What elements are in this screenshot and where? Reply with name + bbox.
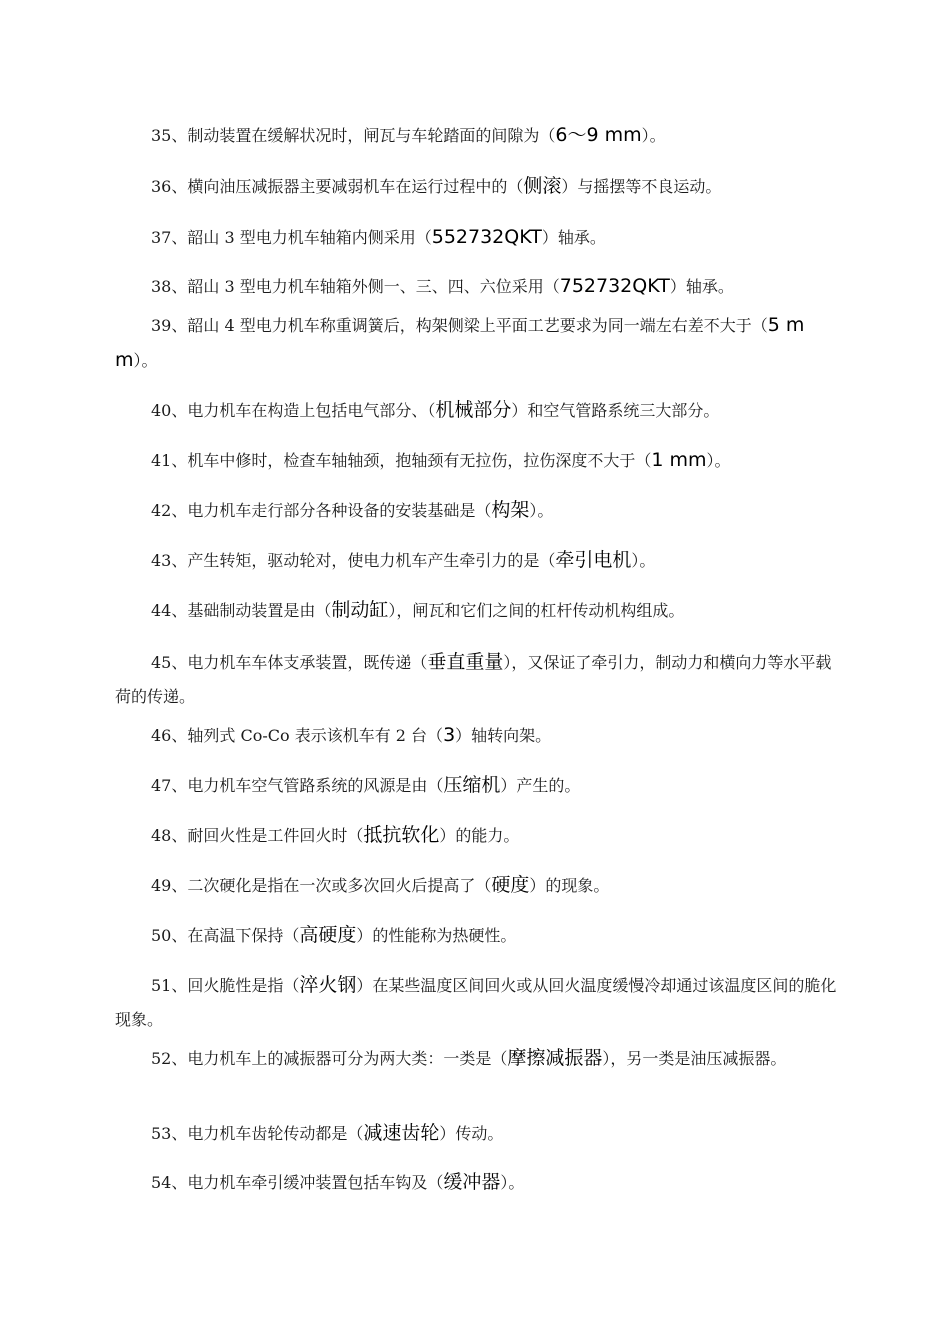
question-number: 42、 — [151, 501, 188, 520]
question-text-end: ）传动。 — [439, 1124, 504, 1143]
answer: 抵抗软化 — [363, 824, 440, 846]
question-36 — [115, 169, 837, 204]
question-text: 基础制动装置是由（ — [187, 601, 332, 620]
question-48 — [115, 818, 837, 853]
question-text-end: ）的现象。 — [529, 876, 610, 895]
question-42 — [115, 493, 837, 528]
question-text-end: ）在某些温度区间回火或从回火温度缓慢冷却通过该温度区间的脆化现象。 — [115, 976, 837, 1029]
question-text: 电力机车上的减振器可分为两大类：一类是（ — [187, 1049, 508, 1068]
answer: 高硬度 — [299, 924, 357, 946]
question-text: 电力机车牵引缓冲装置包括车钩及（ — [187, 1173, 444, 1192]
question-text: 电力机车齿轮传动都是（ — [187, 1124, 364, 1143]
question-text: 电力机车空气管路系统的风源是由（ — [187, 776, 444, 795]
question-number: 48、 — [151, 826, 188, 845]
answer: 压缩机 — [443, 774, 501, 796]
question-38 — [115, 269, 837, 304]
question-text-end: ）轴承。 — [541, 228, 606, 247]
question-text: 二次硬化是指在一次或多次回火后提高了（ — [187, 876, 492, 895]
question-number: 40、 — [151, 401, 188, 420]
question-51 — [115, 968, 837, 1037]
answer: 构架 — [491, 499, 530, 521]
answer: 摩擦减振器 — [507, 1047, 603, 1069]
question-number: 49、 — [151, 876, 188, 895]
question-number: 46、 — [151, 726, 188, 745]
question-text-end: ）。 — [641, 126, 666, 145]
question-text-end: ）轴转向架。 — [455, 726, 552, 745]
question-text: 横向油压减振器主要减弱机车在运行过程中的（ — [187, 177, 524, 196]
question-number: 54、 — [151, 1173, 188, 1192]
question-text: 电力机车走行部分各种设备的安装基础是（ — [187, 501, 492, 520]
question-text-end: ），另一类是油压减振器。 — [602, 1049, 787, 1068]
question-50 — [115, 918, 837, 953]
question-text-end: ）。 — [631, 551, 656, 570]
question-number: 35、 — [151, 126, 188, 145]
question-number: 47、 — [151, 776, 188, 795]
question-37 — [115, 220, 837, 255]
answer: 1 mm — [651, 449, 707, 471]
question-number: 41、 — [151, 451, 188, 470]
question-text: 制动装置在缓解状况时，闸瓦与车轮踏面的间隙为（ — [187, 126, 556, 145]
question-text: 产生转矩，驱动轮对，使电力机车产生牵引力的是（ — [187, 551, 556, 570]
question-text: 韶山 3 型电力机车轴箱外侧一、三、四、六位采用（ — [187, 277, 560, 296]
answer: 752732QKT — [559, 275, 670, 297]
question-44 — [115, 593, 837, 628]
question-text-end: ）和空气管路系统三大部分。 — [511, 401, 720, 420]
question-40 — [115, 393, 837, 428]
answer: 5 mm — [115, 314, 805, 371]
question-text: 回火脆性是指（ — [187, 976, 300, 995]
question-text: 轴列式 Co-Co 表示该机车有 2 台（ — [187, 726, 444, 745]
answer: 牵引电机 — [555, 549, 632, 571]
question-45 — [115, 645, 837, 714]
question-text-end: ）的性能称为热硬性。 — [356, 926, 517, 945]
question-49 — [115, 868, 837, 903]
answer: 缓冲器 — [443, 1171, 501, 1193]
question-text-end: ）的能力。 — [439, 826, 520, 845]
question-text-end: ），闸瓦和它们之间的杠杆传动机构组成。 — [388, 601, 685, 620]
question-text: 耐回火性是工件回火时（ — [187, 826, 364, 845]
question-number: 36、 — [151, 177, 188, 196]
question-text: 韶山 4 型电力机车称重调簧后，构架侧梁上平面工艺要求为同一端左右差不大于（ — [187, 316, 768, 335]
answer: 侧滚 — [523, 175, 562, 197]
question-number: 43、 — [151, 551, 188, 570]
question-35 — [115, 118, 837, 153]
question-text-end: ）。 — [133, 351, 158, 370]
question-text-end: ）轴承。 — [669, 277, 734, 296]
answer: 减速齿轮 — [363, 1122, 440, 1144]
question-number: 37、 — [151, 228, 188, 247]
question-number: 44、 — [151, 601, 188, 620]
question-number: 38、 — [151, 277, 188, 296]
answer: 淬火钢 — [299, 974, 357, 996]
question-number: 52、 — [151, 1049, 188, 1068]
question-text-end: ）。 — [529, 501, 554, 520]
question-number: 45、 — [151, 653, 188, 672]
question-number: 50、 — [151, 926, 188, 945]
question-43 — [115, 543, 837, 578]
question-text: 机车中修时，检查车轴轴颈，抱轴颈有无拉伤，拉伤深度不大于（ — [187, 451, 652, 470]
question-number: 39、 — [151, 316, 188, 335]
answer: 3 — [443, 724, 456, 746]
question-text: 电力机车在构造上包括电气部分、（ — [187, 401, 436, 420]
question-39 — [115, 308, 837, 378]
answer: 机械部分 — [435, 399, 512, 421]
question-text-end: ）。 — [706, 451, 731, 470]
answer: 6～9 mm — [555, 124, 642, 146]
answer: 垂直重量 — [427, 651, 504, 673]
answer: 硬度 — [491, 874, 530, 896]
question-text-end: ），又保证了牵引力，制动力和横向力等水平载荷的传递。 — [115, 653, 832, 706]
question-52 — [115, 1041, 837, 1076]
question-text: 电力机车车体支承装置，既传递（ — [187, 653, 428, 672]
question-47 — [115, 768, 837, 803]
question-54 — [115, 1165, 837, 1200]
answer: 制动缸 — [331, 599, 389, 621]
question-number: 51、 — [151, 976, 188, 995]
question-text-end: ）与摇摆等不良运动。 — [561, 177, 722, 196]
question-text-end: ）。 — [500, 1173, 525, 1192]
question-41 — [115, 443, 837, 478]
question-46 — [115, 718, 837, 753]
question-text: 韶山 3 型电力机车轴箱内侧采用（ — [187, 228, 432, 247]
question-text-end: ）产生的。 — [500, 776, 581, 795]
answer: 552732QKT — [431, 226, 542, 248]
question-53 — [115, 1116, 837, 1151]
question-text: 在高温下保持（ — [187, 926, 300, 945]
question-number: 53、 — [151, 1124, 188, 1143]
